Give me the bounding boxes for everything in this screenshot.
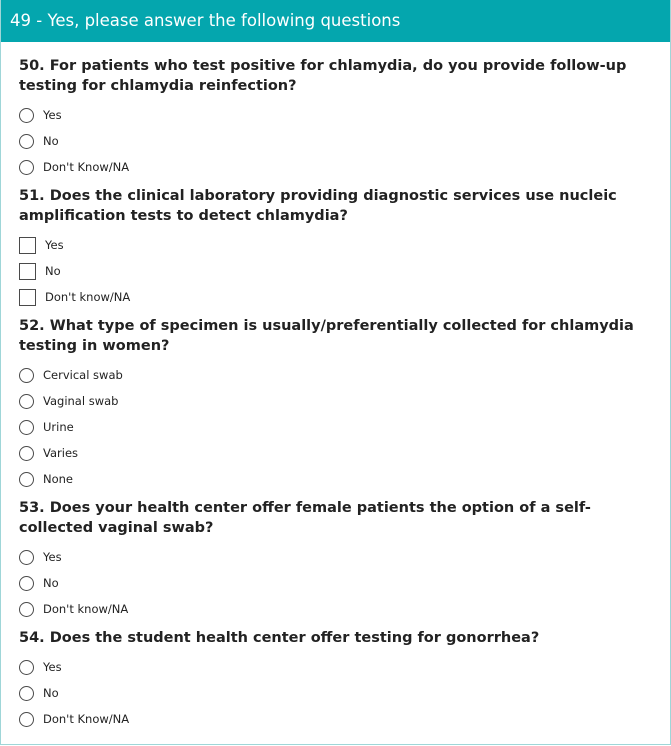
q52-option-cervical-swab[interactable] (19, 362, 670, 388)
option-label: Varies (43, 446, 79, 460)
option-label: No (43, 134, 59, 148)
option-label: None (43, 472, 74, 486)
radio-button[interactable] (19, 446, 34, 461)
option-label: No (45, 264, 61, 278)
option-label: Yes (43, 108, 62, 122)
section-title: 49 - Yes, please answer the following questions (10, 11, 401, 30)
option-label: Yes (43, 550, 62, 564)
radio-button[interactable] (19, 660, 34, 675)
q53-option-no[interactable] (19, 570, 670, 596)
option-label: Yes (45, 238, 64, 252)
question-53-options (19, 544, 670, 622)
q53-option-yes[interactable] (19, 544, 670, 570)
radio-button[interactable] (19, 602, 34, 617)
option-label: Vaginal swab (43, 394, 119, 408)
radio-button[interactable] (19, 686, 34, 701)
question-54 (19, 628, 670, 732)
q50-option-yes[interactable] (19, 102, 670, 128)
checkbox[interactable] (19, 289, 36, 306)
q52-option-varies[interactable] (19, 440, 670, 466)
question-50-options (19, 102, 670, 180)
question-52-options (19, 362, 670, 492)
question-53 (19, 498, 670, 622)
option-label: No (43, 686, 59, 700)
radio-button[interactable] (19, 134, 34, 149)
q50-option-dont-know[interactable] (19, 154, 670, 180)
checkbox[interactable] (19, 237, 36, 254)
q52-option-urine[interactable] (19, 414, 670, 440)
question-54-options (19, 654, 670, 732)
question-52-text: 52. What type of specimen is usually/preferentially collected for chlamydia testing in women? (19, 318, 634, 354)
q54-option-no[interactable] (19, 680, 670, 706)
question-list (1, 42, 670, 732)
option-label: Yes (43, 660, 62, 674)
section-header (1, 0, 670, 42)
option-label: Don't Know/NA (43, 712, 130, 726)
radio-button[interactable] (19, 420, 34, 435)
question-51 (19, 186, 670, 310)
q52-option-none[interactable] (19, 466, 670, 492)
q51-option-no[interactable] (19, 258, 670, 284)
question-51-text: 51. Does the clinical laboratory providing diagnostic services use nucleic amplification tests to detect chlamydia? (19, 188, 617, 224)
radio-button[interactable] (19, 472, 34, 487)
question-54-text: 54. Does the student health center offer testing for gonorrhea? (19, 630, 540, 646)
radio-button[interactable] (19, 576, 34, 591)
q50-option-no[interactable] (19, 128, 670, 154)
question-53-text: 53. Does your health center offer female patients the option of a self-collected vaginal swab? (19, 500, 591, 536)
q51-option-yes[interactable] (19, 232, 670, 258)
option-label: Urine (43, 420, 74, 434)
question-50 (19, 56, 670, 180)
radio-button[interactable] (19, 712, 34, 727)
q53-option-dont-know[interactable] (19, 596, 670, 622)
option-label: Cervical swab (43, 368, 123, 382)
radio-button[interactable] (19, 368, 34, 383)
q52-option-vaginal-swab[interactable] (19, 388, 670, 414)
checkbox[interactable] (19, 263, 36, 280)
option-label: Don't know/NA (45, 290, 131, 304)
radio-button[interactable] (19, 550, 34, 565)
option-label: Don't know/NA (43, 602, 129, 616)
question-51-options (19, 232, 670, 310)
question-50-text: 50. For patients who test positive for chlamydia, do you provide follow-up testing for chlamydia reinfection? (19, 58, 627, 94)
radio-button[interactable] (19, 160, 34, 175)
q54-option-yes[interactable] (19, 654, 670, 680)
q51-option-dont-know[interactable] (19, 284, 670, 310)
question-52 (19, 316, 670, 492)
radio-button[interactable] (19, 394, 34, 409)
option-label: No (43, 576, 59, 590)
option-label: Don't Know/NA (43, 160, 130, 174)
radio-button[interactable] (19, 108, 34, 123)
q54-option-dont-know[interactable] (19, 706, 670, 732)
